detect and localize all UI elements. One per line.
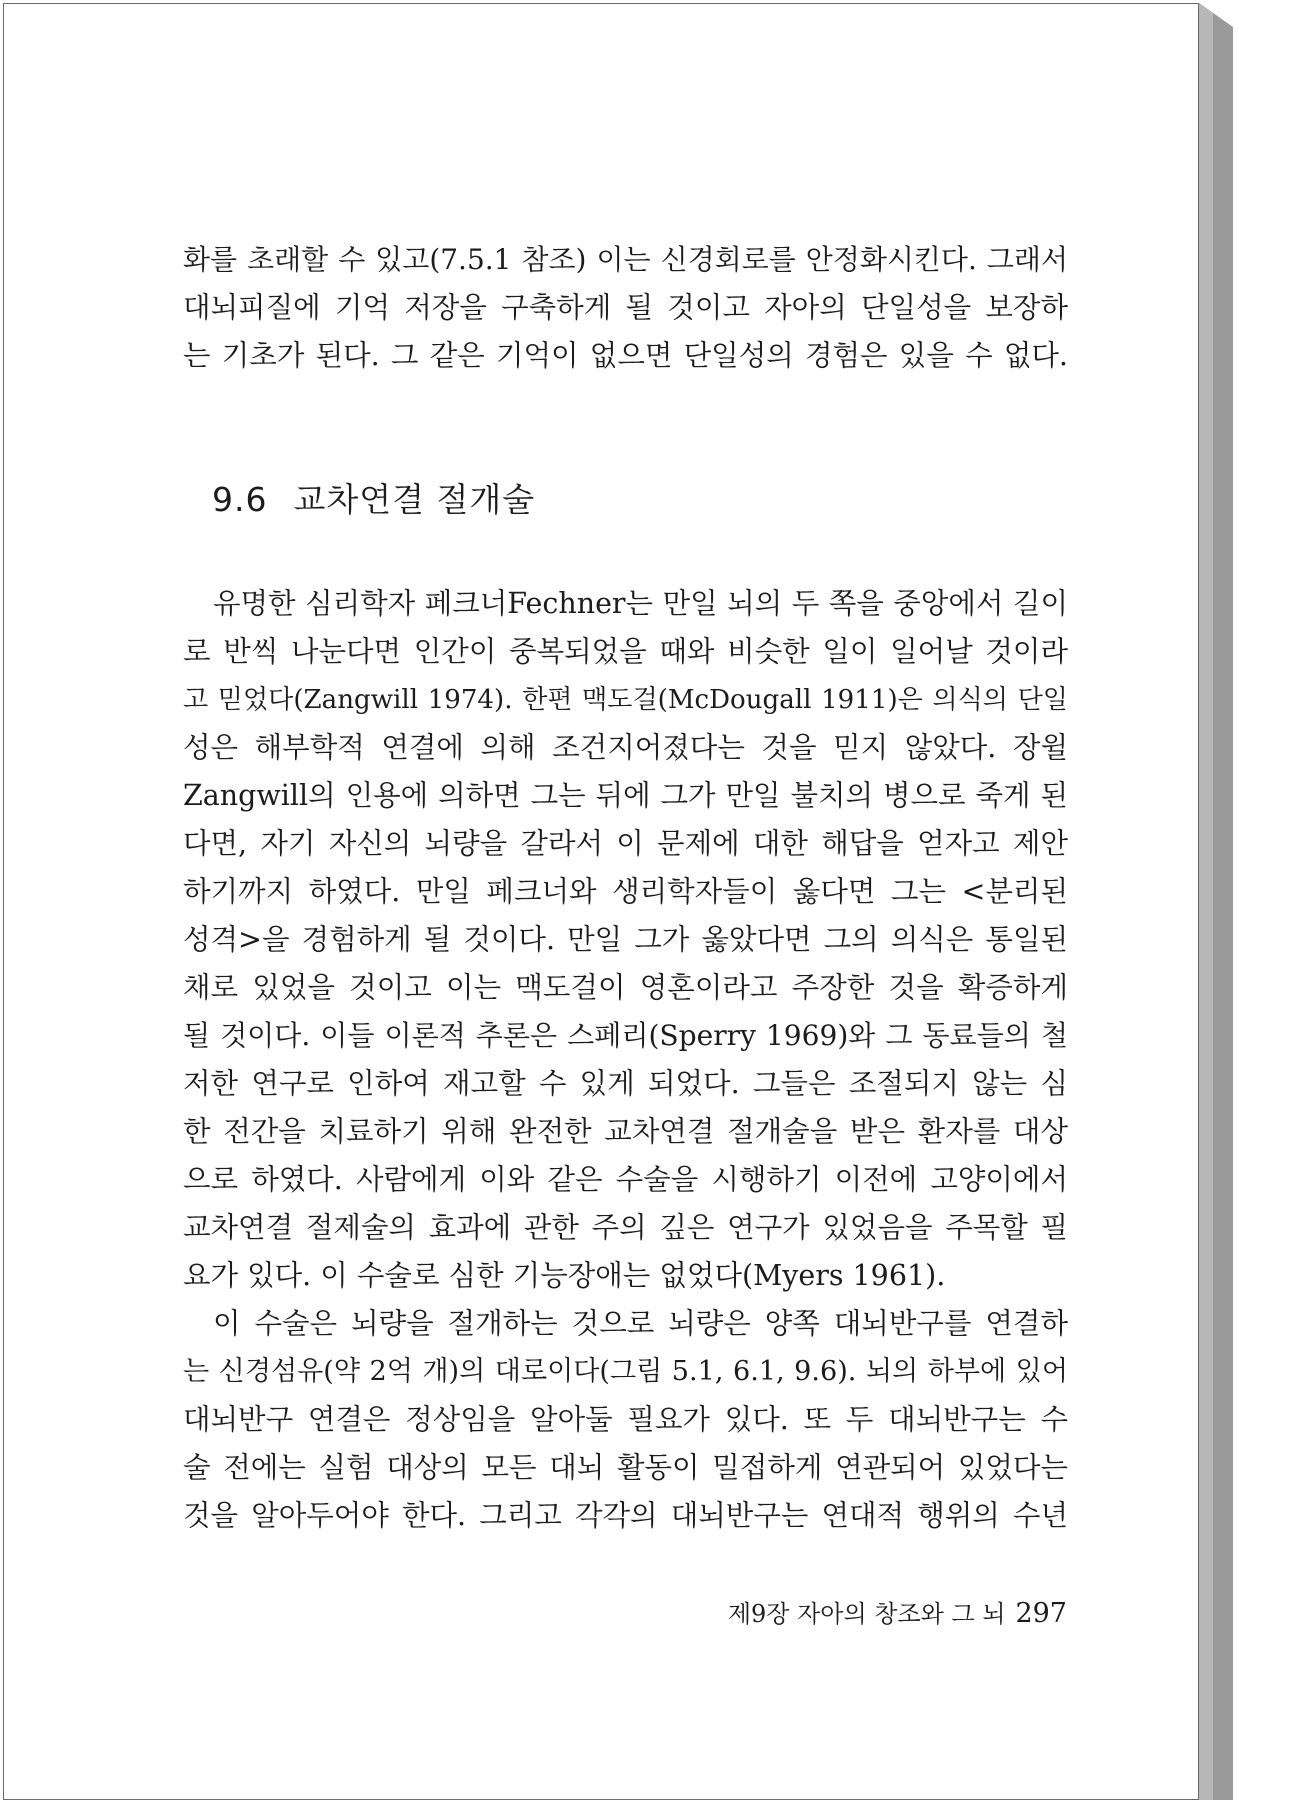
- text-line: 유명한 심리학자 페크너Fechner는 만일 뇌의 두 쪽을 중앙에서 길이: [213, 587, 1068, 620]
- body-text: [183, 580, 1068, 1540]
- page-edge-shadow: [1199, 3, 1233, 1800]
- page-footer: [728, 1594, 1067, 1629]
- text-line: 으로 하였다. 사람에게 이와 같은 수술을 시행하기 이전에 고양이에서: [183, 1163, 1068, 1196]
- text-line: 것을 알아두어야 한다. 그리고 각각의 대뇌반구는 연대적 행위의 수년: [183, 1499, 1068, 1532]
- text-line: 될 것이다. 이들 이론적 추론은 스페리(Sperry 1969)와 그 동료들의 철: [183, 1019, 1068, 1052]
- section-title: 교차연결 절개술: [293, 480, 536, 519]
- page-number: 297: [1015, 1598, 1067, 1629]
- text-line: 이 수술은 뇌량을 절개하는 것으로 뇌량은 양쪽 대뇌반구를 연결하: [213, 1307, 1068, 1340]
- text-line: 성은 해부학적 연결에 의해 조건지어졌다는 것을 믿지 않았다. 장윌: [183, 731, 1068, 764]
- text-line: 고 믿었다(Zangwill 1974). 한편 맥도걸(McDougall 1911)은 의식의 단일: [183, 685, 1068, 715]
- text-line: 성격>을 경험하게 될 것이다. 만일 그가 옳았다면 그의 의식은 통일된: [183, 923, 1068, 956]
- section-number: 9.6: [212, 480, 268, 519]
- text-line: 대뇌반구 연결은 정상임을 알아둘 필요가 있다. 또 두 대뇌반구는 수: [183, 1403, 1068, 1436]
- intro-paragraph: [183, 236, 1068, 380]
- text-line: 는 신경섬유(약 2억 개)의 대로이다(그림 5.1, 6.1, 9.6). 뇌의 하부에 있어: [183, 1356, 1068, 1387]
- text-line: 교차연결 절제술의 효과에 관한 주의 깊은 연구가 있었음을 주목할 필: [183, 1211, 1068, 1244]
- text-line: Zangwill의 인용에 의하면 그는 뒤에 그가 만일 불치의 병으로 죽게 된: [183, 779, 1068, 812]
- text-line: 한 전간을 치료하기 위해 완전한 교차연결 절개술을 받은 환자를 대상: [183, 1115, 1068, 1148]
- text-line: 저한 연구로 인하여 재고할 수 있게 되었다. 그들은 조절되지 않는 심: [183, 1067, 1068, 1100]
- text-line: 다면, 자기 자신의 뇌량을 갈라서 이 문제에 대한 해답을 얻자고 제안: [183, 827, 1068, 860]
- text-line: 술 전에는 실험 대상의 모든 대뇌 활동이 밀접하게 연관되어 있었다는: [183, 1451, 1068, 1484]
- text-line: 로 반씩 나눈다면 인간이 중복되었을 때와 비슷한 일이 일어날 것이라: [183, 635, 1068, 668]
- text-line: 화를 초래할 수 있고(7.5.1 참조) 이는 신경회로를 안정화시킨다. 그래서: [183, 243, 1068, 276]
- running-head: 제9장 자아의 창조와 그 뇌: [727, 1600, 1006, 1628]
- text-line: 채로 있었을 것이고 이는 맥도걸이 영혼이라고 주장한 것을 확증하게: [183, 971, 1068, 1004]
- text-line: 대뇌피질에 기억 저장을 구축하게 될 것이고 자아의 단일성을 보장하: [183, 291, 1068, 324]
- section-heading: [212, 474, 535, 521]
- text-line: 는 기초가 된다. 그 같은 기억이 없으면 단일성의 경험은 있을 수 없다.: [183, 339, 1068, 372]
- text-line: 하기까지 하였다. 만일 페크너와 생리학자들이 옳다면 그는 <분리된: [183, 875, 1068, 908]
- text-line: 요가 있다. 이 수술로 심한 기능장애는 없었다(Myers 1961).: [183, 1259, 946, 1292]
